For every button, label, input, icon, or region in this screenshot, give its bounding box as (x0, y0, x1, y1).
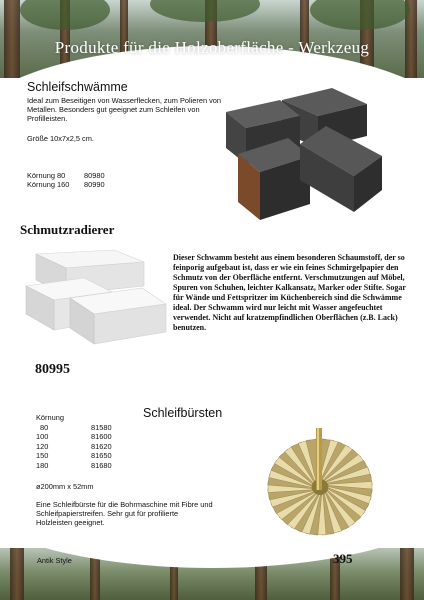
table-row (36, 423, 112, 433)
grit-column-header: Körnung (36, 413, 64, 422)
grit-value: 80 (40, 422, 49, 432)
grit-label: Körnung 160 (27, 180, 70, 189)
table-row (27, 180, 105, 189)
schleifbuersten-description: Eine Schleifbürste für die Bohrmaschine mit Fibre und Schleifpapierstreifen. Sehr gut für profilierte Holzleisten geeignet. (36, 500, 213, 528)
article-number: 81580 (91, 422, 112, 432)
article-number: 81600 (91, 432, 112, 442)
eraser-sponges-image (22, 248, 170, 348)
table-row (36, 461, 112, 471)
grit-value: 150 (36, 451, 49, 461)
table-row (27, 171, 105, 180)
schleifbuersten-table (36, 413, 112, 471)
table-row (36, 451, 112, 461)
article-number: 81680 (91, 460, 112, 470)
schleifschwaemme-table (27, 171, 105, 189)
schleifschwaemme-size: Größe 10x7x2,5 cm. (27, 134, 94, 143)
sanding-sponges-image (222, 86, 388, 222)
grit-value: 180 (36, 460, 49, 470)
grit-label: Körnung 80 (27, 171, 66, 180)
table-row (36, 432, 112, 442)
schmutzradierer-description: Dieser Schwamm besteht aus einem besonderen Schaumstoff, der so feinporig aufgebaut ist, dass er wie ein feines Schmirgelpapier den Schmutz von der Oberfläche entfernt. Verschmutzungen auf Möbel, Spuren von Schuhen, leichter Kalkansatz, Marker oder Stifte. Sogar für Wände und Fettspritzer im Küchenbereich sind die Schwämme ideal. Der Schwamm wird nur leicht mit Wasser angefeuchtet verwendet. Nicht auf kratzempfindlichen Oberflächen (z.B. Lack) benutzen. (173, 253, 406, 332)
page-title: Produkte für die Holzoberfläche - Werkzeug (54, 38, 370, 57)
table-row (36, 442, 112, 452)
page-number: 395 (333, 551, 353, 566)
grit-value: 120 (36, 441, 49, 451)
section-heading-schmutzradierer: Schmutzradierer (20, 222, 115, 237)
article-number: 81650 (91, 451, 112, 461)
schleifbuersten-size: ø200mm x 52mm (36, 482, 94, 491)
brand-name: Antik Style (37, 556, 72, 565)
article-number: 81620 (91, 441, 112, 451)
schleifschwaemme-description: Ideal zum Beseitigen von Wasserflecken, zum Polieren von Metallen. Besonders gut geeignet zum Schleifen von Profilleisten. (27, 96, 222, 124)
article-number: 80980 (84, 171, 105, 180)
schmutzradierer-article-number: 80995 (35, 362, 70, 377)
section-heading-schleifbuersten: Schleifbürsten (143, 406, 223, 420)
section-heading-schleifschwaemme: Schleifschwämme (27, 80, 128, 94)
sanding-brush-image (258, 428, 382, 546)
grit-value: 100 (36, 432, 49, 442)
article-number: 80990 (84, 180, 105, 189)
